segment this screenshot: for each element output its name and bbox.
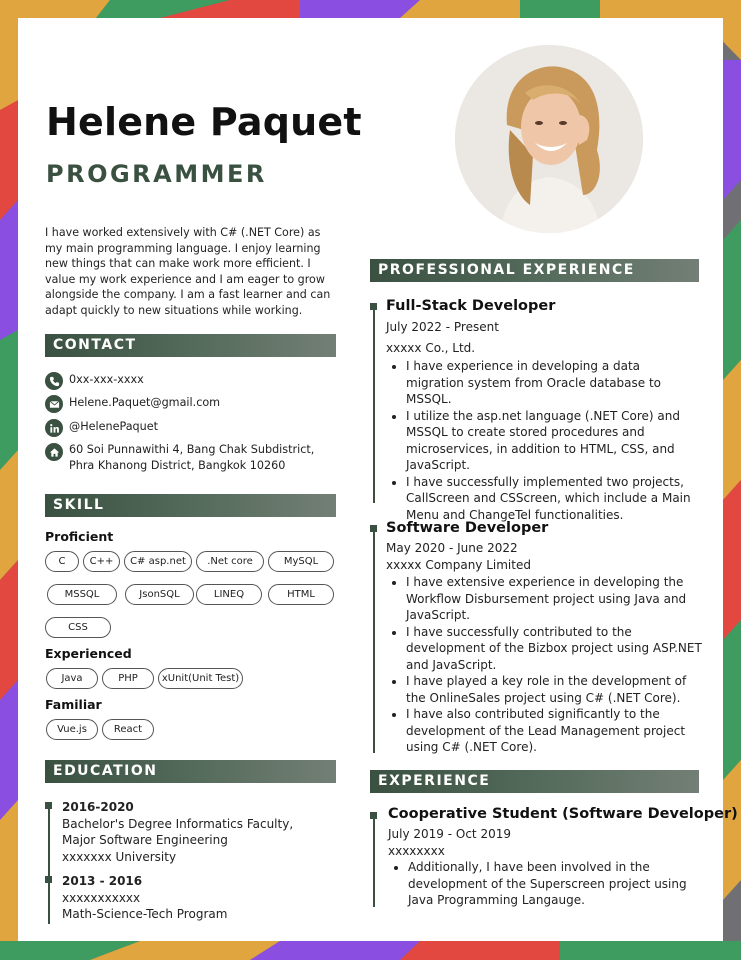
proficient-label: Proficient: [45, 529, 114, 544]
job-bullet: • I have successfully implemented two projects, CallScreen and CSScreen, which include a Main Menu and ChangeTel functionalities.: [406, 474, 696, 524]
timeline-marker: [370, 812, 377, 819]
job-bullet: • I have experience in developing a data migration system from Oracle database to MSSQL.: [406, 358, 696, 408]
education-item-1: [62, 799, 293, 865]
skill-pill: HTML: [268, 584, 334, 605]
job-bullets: [388, 859, 698, 909]
contact-email-text: Helene.Paquet@gmail.com: [69, 396, 221, 409]
education-line: xxxxxxx University: [62, 849, 177, 864]
education-line: Bachelor's Degree Informatics Faculty,: [62, 816, 294, 831]
professional-experience-section-header: PROFESSIONAL EXPERIENCE: [370, 259, 699, 282]
job-company: xxxxx Company Limited: [386, 558, 531, 572]
profile-summary: I have worked extensively with C# (.NET Core) as my main programming language. I enjoy learning new things that can make work more efficient. I value my work experience and I am eager to grow alongside the company. I am a fast learner and can adapt quickly to new situations while working.: [45, 226, 331, 317]
candidate-role: PROGRAMMER: [46, 160, 267, 188]
job-company: xxxxx Co., Ltd.: [386, 341, 476, 355]
linkedin-icon: [45, 419, 63, 437]
skill-pill: xUnit(Unit Test): [158, 668, 243, 689]
education-line: Math-Science-Tech Program: [62, 907, 228, 921]
contact-email[interactable]: [45, 395, 220, 413]
education-line: Major Software Engineering: [62, 833, 228, 847]
phone-icon: [45, 372, 63, 390]
skill-section-header: SKILL: [45, 494, 336, 517]
education-item-2: [62, 873, 227, 923]
candidate-name: Helene Paquet: [46, 100, 362, 144]
job-period: May 2020 - June 2022: [386, 541, 518, 555]
education-timeline: [48, 804, 50, 924]
profile-photo: [455, 45, 643, 233]
contact-linkedin-text: @HelenePaquet: [69, 420, 159, 433]
experience-section-header: EXPERIENCE: [370, 770, 699, 793]
skill-pill: MySQL: [268, 551, 334, 572]
job-title: Full-Stack Developer: [386, 298, 556, 314]
education-section-header: EDUCATION: [45, 760, 336, 783]
job-bullets: [386, 358, 696, 523]
contact-phone-text: 0xx-xxx-xxxx: [69, 373, 144, 386]
job-title: Software Developer: [386, 520, 549, 536]
experienced-label: Experienced: [45, 646, 132, 661]
job-bullets: [386, 574, 706, 756]
skill-pill: CSS: [45, 617, 111, 638]
experience-timeline: [373, 815, 375, 907]
timeline-marker: [370, 525, 377, 532]
email-icon: [45, 395, 63, 413]
skill-pill: Vue.js: [46, 719, 98, 740]
home-icon: [45, 443, 63, 461]
portrait-icon: [455, 45, 643, 233]
professional-timeline: [373, 526, 375, 753]
job-bullet: • I have also contributed significantly to the development of the Lead Management project using C# (.NET Core).: [406, 706, 706, 756]
education-years: 2016-2020: [62, 800, 134, 814]
professional-timeline: [373, 306, 375, 503]
resume-sheet: [18, 18, 738, 941]
contact-section-header: CONTACT: [45, 334, 336, 357]
skill-pill: Java: [46, 668, 98, 689]
job-period: July 2019 - Oct 2019: [388, 827, 511, 841]
skill-pill: JsonSQL: [125, 584, 194, 605]
contact-address: [45, 442, 337, 474]
skill-pill: C++: [83, 551, 120, 572]
job-period: July 2022 - Present: [386, 320, 499, 334]
skill-pill: PHP: [102, 668, 154, 689]
job-bullet: • I have successfully contributed to the development of the Bizbox project using ASP.NET and JavaScript.: [406, 624, 706, 674]
contact-address-text: 60 Soi Punnawithi 4, Bang Chak Subdistrict, Phra Khanong District, Bangkok 10260: [69, 443, 315, 472]
job-title: Cooperative Student (Software Developer): [388, 806, 738, 822]
timeline-marker: [45, 802, 52, 809]
education-years: 2013 - 2016: [62, 874, 143, 888]
skill-pill: LINEQ: [196, 584, 262, 605]
job-bullet: • I have played a key role in the development of the OnlineSales project using C# (.NET Core).: [406, 673, 706, 706]
skill-pill: React: [102, 719, 154, 740]
education-line: xxxxxxxxxxx: [62, 890, 141, 905]
job-bullet: • Additionally, I have been involved in the development of the Superscreen project using Java Programming Langauge.: [408, 859, 698, 909]
timeline-marker: [370, 303, 377, 310]
contact-phone: [45, 372, 144, 390]
familiar-label: Familiar: [45, 697, 102, 712]
job-bullet: • I utilize the asp.net language (.NET Core) and MSSQL to create stored procedures and microservices, in addition to HTML, CSS, and JavaScript.: [406, 408, 696, 474]
skill-pill: .Net core: [196, 551, 264, 572]
skill-pill: MSSQL: [47, 584, 117, 605]
contact-linkedin[interactable]: [45, 419, 158, 437]
job-bullet: • I have extensive experience in developing the Workflow Disbursement project using Java and JavaScript.: [406, 574, 706, 624]
skill-pill: C: [45, 551, 79, 572]
job-company: xxxxxxxx: [388, 844, 445, 858]
timeline-marker: [45, 876, 52, 883]
skill-pill: C# asp.net: [124, 551, 192, 572]
